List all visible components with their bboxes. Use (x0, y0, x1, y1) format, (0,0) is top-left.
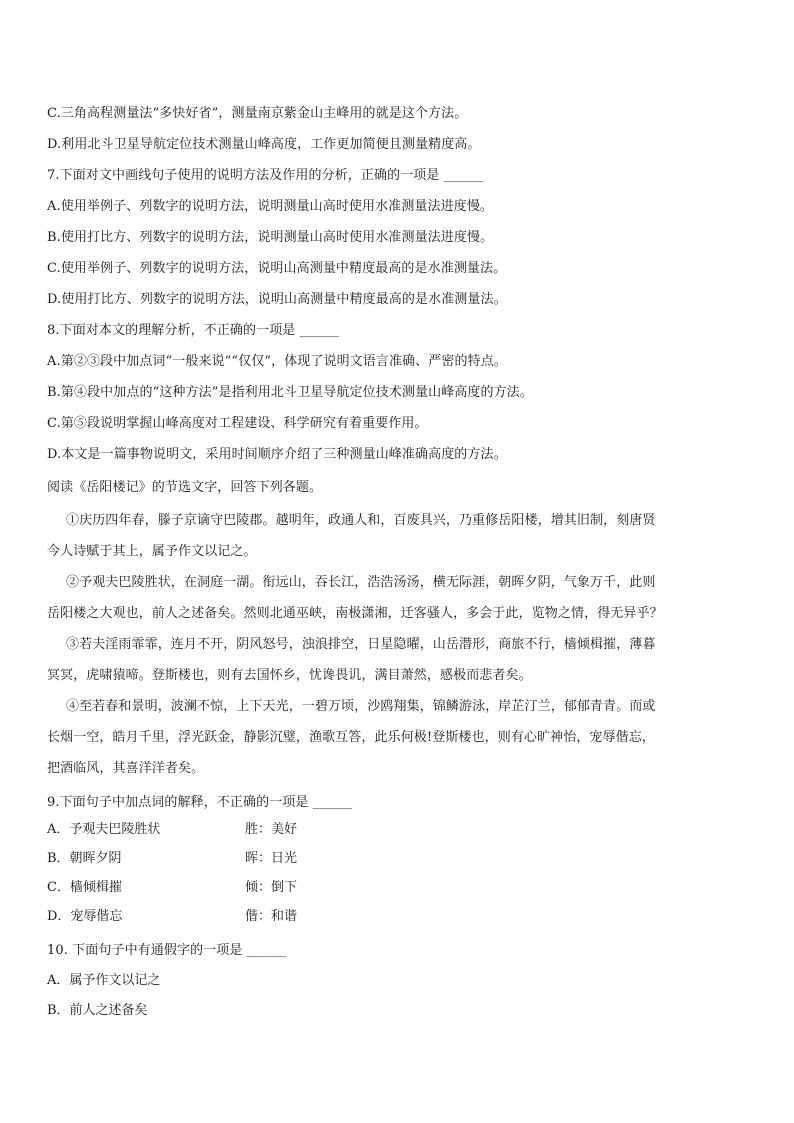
q7-option-a: A.使用举例子、列数字的说明方法，说明测量山高时使用水准测量法进度慢。 (47, 199, 494, 214)
q9-stem: 9.下面句子中加点词的解释，不正确的一项是 ______ (47, 795, 353, 810)
reading-intro: 阅读《岳阳楼记》的节选文字，回答下列各题。 (47, 480, 323, 495)
q8-option-c: C.第⑤段说明掌握山峰高度对工程建设、科学研究有着重要作用。 (47, 416, 428, 431)
q10-option-a: A．属予作文以记之 (47, 973, 161, 988)
passage-p3-line2: 冥冥，虎啸猿啼。登斯楼也，则有去国怀乡，忧谗畏讥，满目萧然，感极而悲者矣。 (47, 668, 532, 683)
passage-p1-line1: ①庆历四年春，滕子京谪守巴陵郡。越明年，政通人和，百废具兴，乃重修岳阳楼，增其旧制，刻唐贤 (66, 513, 656, 528)
q8-option-d: D.本文是一篇事物说明文，采用时间顺序介绍了三种测量山峰准确高度的方法。 (47, 447, 507, 462)
q9-option-d-sentence: D．宠辱偕忘 (47, 909, 123, 924)
passage-p4-line2: 长烟一空，皓月千里，浮光跃金，静影沉璧，渔歌互答，此乐何极!登斯楼也，则有心旷神怡，宠辱偕忘， (47, 730, 655, 745)
q10-option-b: B．前人之述备矣 (47, 1003, 148, 1018)
q9-option-a-sentence: A．予观夫巴陵胜状 (47, 822, 161, 837)
passage-p2-line1: ②予观夫巴陵胜状，在洞庭一湖。衔远山，吞长江，浩浩汤汤，横无际涯，朝晖夕阴，气象万千，此则 (66, 575, 656, 590)
q7-stem: 7.下面对文中画线句子使用的说明方法及作用的分析，正确的一项是 ______ (47, 168, 484, 183)
q7-option-d: D.使用打比方、列数字的说明方法，说明山高测量中精度最高的是水准测量法。 (47, 292, 507, 307)
q7-option-b: B.使用打比方、列数字的说明方法，说明测量山高时使用水准测量法进度慢。 (47, 230, 494, 245)
passage-p2-line2: 岳阳楼之大观也，前人之述备矣。然则北通巫峡，南极潇湘，迁客骚人，多会于此，览物之情，得无异乎？ (47, 606, 663, 621)
passage-p4-line1: ④至若春和景明，波澜不惊，上下天光，一碧万顷，沙鸥翔集，锦鳞游泳，岸芷汀兰，郁郁青青。而或 (66, 699, 656, 714)
q9-option-d-gloss: 偕：和谐 (245, 909, 298, 924)
q7-option-c: C.使用举例子、列数字的说明方法，说明山高测量中精度最高的是水准测量法。 (47, 261, 507, 276)
q6-option-d: D.利用北斗卫星导航定位技术测量山峰高度，工作更加简便且测量精度高。 (47, 137, 481, 152)
q6-option-c: C.三角高程测量法“多快好省”，测量南京紫金山主峰用的就是这个方法。 (47, 106, 468, 121)
passage-p3-line1: ③若夫淫雨霏霏，连月不开，阴风怒号，浊浪排空，日星隐曜，山岳潜形，商旅不行，樯倾楫摧，薄暮 (66, 637, 656, 652)
q8-option-b: B.第④段中加点的“这种方法”是指利用北斗卫星导航定位技术测量山峰高度的方法。 (47, 385, 533, 400)
passage-p4-line3: 把酒临风，其喜洋洋者矣。 (47, 761, 205, 776)
q9-option-c-gloss: 倾：倒下 (245, 880, 298, 895)
q9-option-b-gloss: 晖：日光 (245, 851, 298, 866)
q8-stem: 8.下面对本文的理解分析，不正确的一项是 ______ (47, 323, 340, 338)
q9-option-c-sentence: C．樯倾楫摧 (47, 880, 122, 895)
q9-option-a-gloss: 胜：美好 (245, 822, 298, 837)
q9-option-b-sentence: B．朝晖夕阴 (47, 851, 122, 866)
passage-p1-line2: 今人诗赋于其上，属予作文以记之。 (47, 544, 257, 559)
q10-stem: 10. 下面句子中有通假字的一项是 ______ (47, 943, 287, 958)
q8-option-a: A.第②③段中加点词“一般来说”“仅仅”，体现了说明文语言准确、严密的特点。 (47, 354, 507, 369)
